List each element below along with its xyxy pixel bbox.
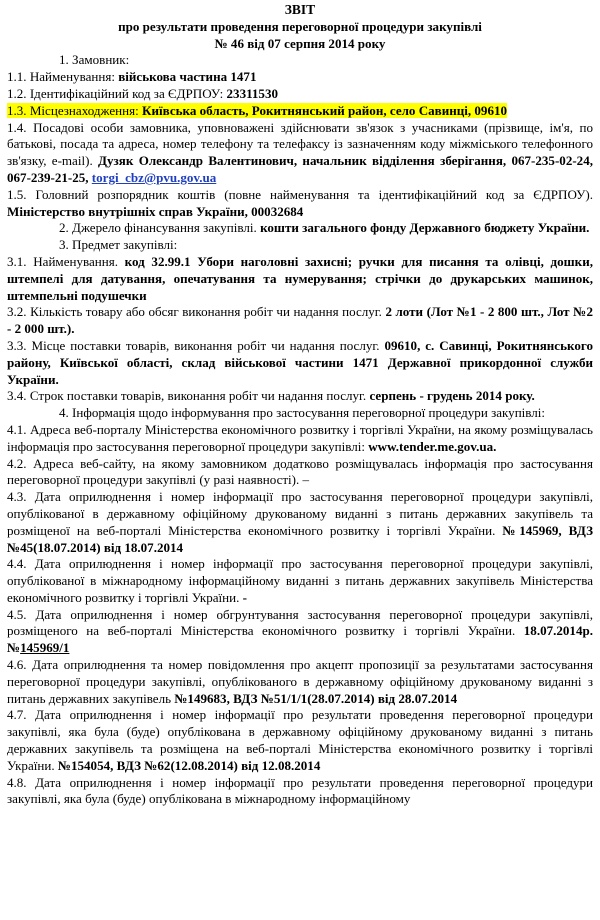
report-number: № 46 від 07 серпня 2014 року <box>214 35 386 51</box>
item-1-2: 1.2. Ідентифікаційний код за ЄДРПОУ: 23311530 <box>7 85 278 101</box>
item-4-6: 4.6. Дата оприлюднення та номер повідомлення про акцепт пропозиції за результатами застосування переговорної процедури закупівлі, опублікованого в державному офіційному друкованому виданні з питань державних закупівель №149683, ВДЗ №51/1/1(28.07.2014) від 28.07.2014 <box>7 657 593 706</box>
tender-portal-url: www.tender.me.gov.ua. <box>368 438 497 454</box>
item-4-1: 4.1. Адреса веб-порталу Міністерства економічного розвитку і торгівлі України, на якому розміщувалась інформація про застосування переговорної процедури закупівлі: www.tender.me.gov.ua. <box>7 421 593 454</box>
item-4-7: 4.7. Дата оприлюднення і номер інформації про результати проведення переговорної процедури закупівлі, яка була (буде) опублікована в державному офіційному друкованому виданні з питань державних закупівель та розміщена на веб-порталі Міністерства економічного розвитку і торгівлі України. №154054, ВДЗ №62(12.08.2014) від 12.08.2014 <box>7 707 593 773</box>
section-4-heading: 4. Інформація щодо інформування про застосування переговорної процедури закупівлі: <box>59 405 546 421</box>
section-1-heading: 1. Замовник: <box>59 52 130 68</box>
item-4-4: 4.4. Дата оприлюднення і номер інформації про застосування переговорної процедури закупівлі, опублікованої в міжнародному інформаційному виданні з питань державних закупівель Міністерства економічного розвитку і торгівлі України. - <box>7 556 593 605</box>
item-3-4: 3.4. Строк поставки товарів, виконання робіт чи надання послуг. серпень - грудень 2014 року. <box>7 388 535 404</box>
report-title: ЗВІТ <box>284 2 316 17</box>
section-2: 2. Джерело фінансування закупівлі. кошти загального фонду Державного бюджету України. <box>59 220 590 236</box>
item-1-5: 1.5. Головний розпорядник коштів (повне найменування та ідентифікаційний код за ЄДРПОУ). Міністерство внутрішніх справ України, 00032684 <box>7 186 593 219</box>
email-link[interactable]: torgi_cbz@pvu.gov.ua <box>91 169 217 185</box>
item-1-4: 1.4. Посадові особи замовника, уповноважені здійснювати зв'язок з учасниками (прізвище, ім'я, по батькові, посада та адреса, номер телефону та телефаксу із зазначенням коду міжміського телефонного зв'язку, e-mail). Дузяк Олександр Валентинович, начальник відділення зберігання, 067-235-02-24, 067-239-21-25, torgi_cbz@pvu.gov.ua <box>7 119 593 185</box>
item-1-1: 1.1. Найменування: військова частина 1471 <box>7 69 257 85</box>
justification-link[interactable]: 145969/1 <box>20 640 70 656</box>
item-4-8: 4.8. Дата оприлюднення і номер інформації про результати проведення переговорної процедури закупівлі, яка була (буде) опублікована в міжнародному інформаційному <box>7 774 593 807</box>
item-4-2: 4.2. Адреса веб-сайту, на якому замовником додатково розміщувалась інформація про застосування переговорної процедури закупівлі (у разі наявності). – <box>7 455 593 488</box>
item-3-3: 3.3. Місце поставки товарів, виконання робіт чи надання послуг. 09610, с. Савинці, Рокитнянського району, Київської області, склад військової частини 1471 Державної прикордонної служби України. <box>7 337 593 387</box>
item-3-1: 3.1. Найменування. код 32.99.1 Убори наголовні захисні; ручки для писання та олівці, дошки, штемпелі для датування, опечатування та нумерування; стрічки до друкарських машинок, штемпельні подушечки <box>7 253 593 303</box>
item-4-3: 4.3. Дата оприлюднення і номер інформації про застосування переговорної процедури закупівлі, опублікованої в державному офіційному друкованому виданні з питань державних закупівель та розміщеної на веб-порталі Міністерства економічного розвитку і торгівлі України. №145969, ВДЗ №45(18.07.2014) від 18.07.2014 <box>7 489 594 555</box>
item-3-2: 3.2. Кількість товару або обсяг виконання робіт чи надання послуг. 2 лоти (Лот №1 - 2 800 шт., Лот №2 - 2 000 шт.). <box>7 304 593 337</box>
report-subtitle: про результати проведення переговорної процедури закупівлі <box>118 18 482 34</box>
section-3-heading: 3. Предмет закупівлі: <box>59 237 178 253</box>
item-4-5: 4.5. Дата оприлюднення і номер обгрунтування застосування переговорної процедури закупівлі, розміщеного на веб-порталі Міністерства економічного розвитку і торгівлі України. 18.07.2014р. №145969/1 <box>7 606 593 656</box>
item-1-3: 1.3. Місцезнаходження: Київська область, Рокитнянський район, село Савинці, 09610 <box>7 102 508 118</box>
